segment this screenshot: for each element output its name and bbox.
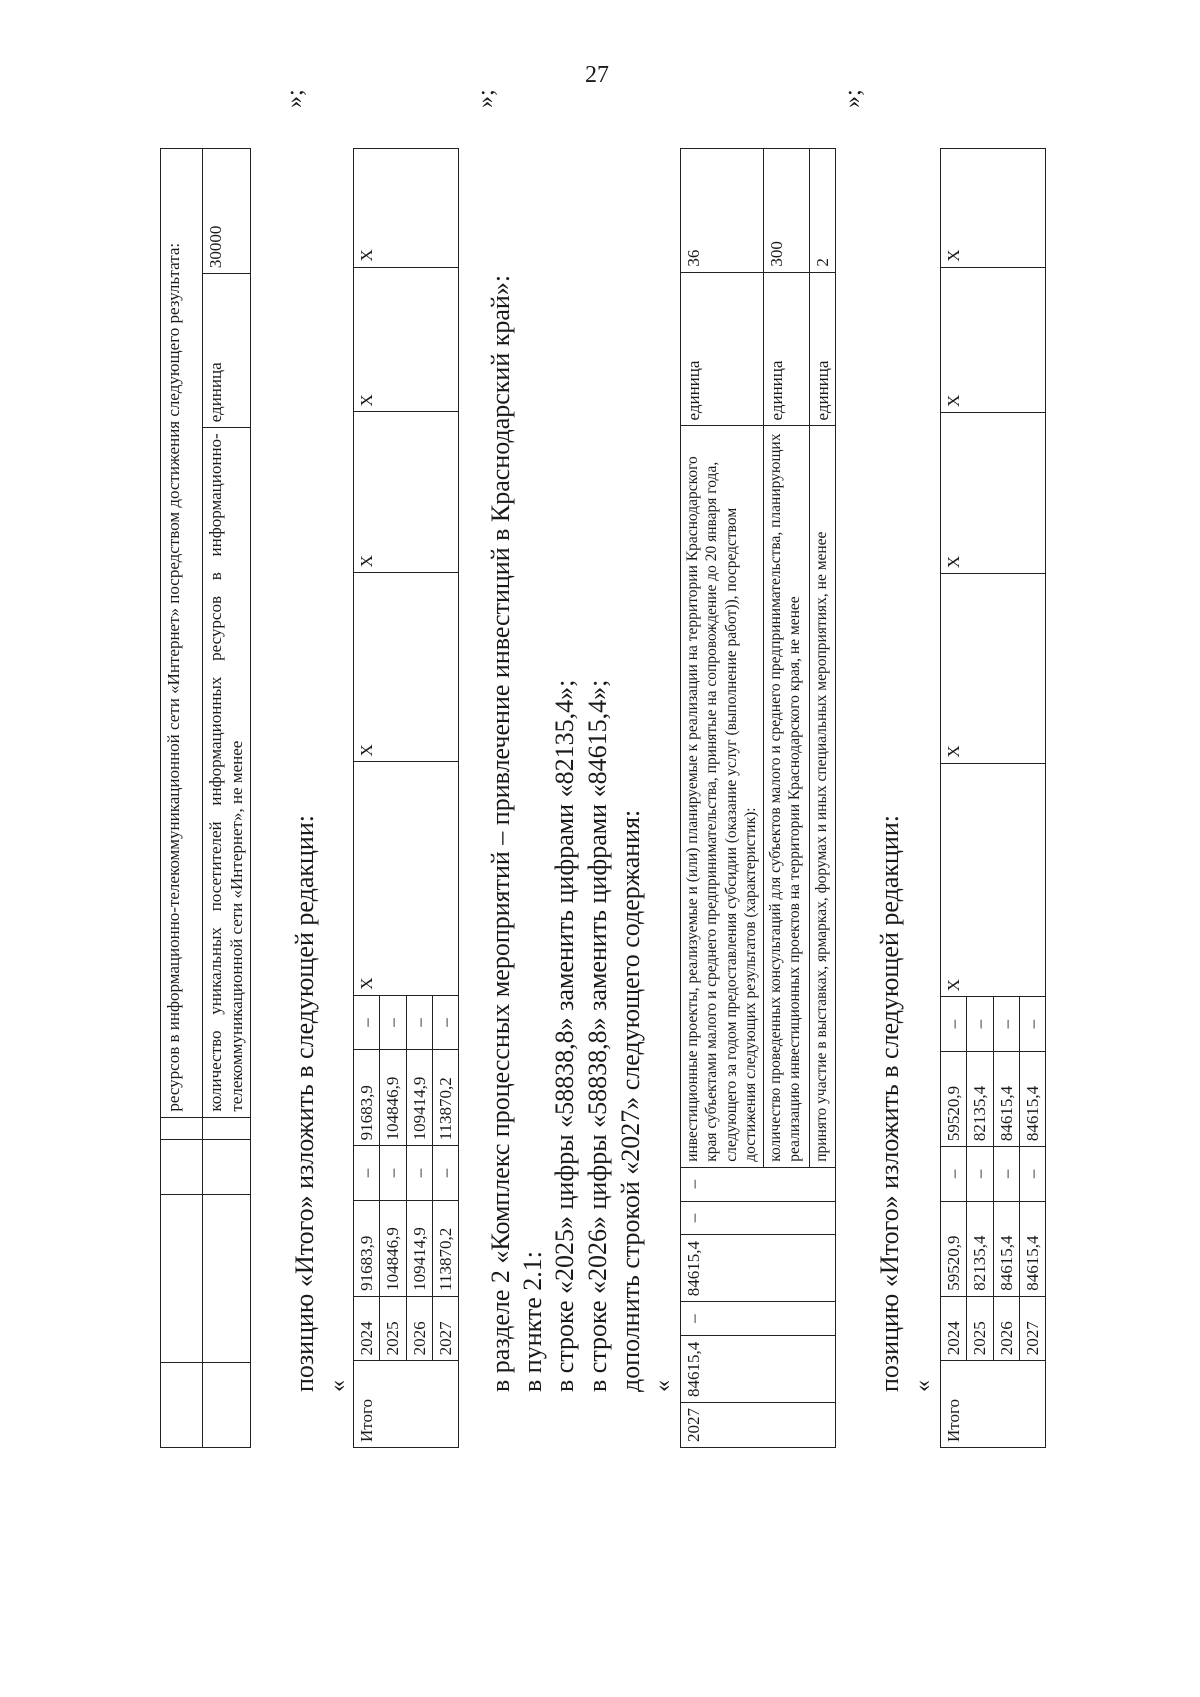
table-top-continuation (160, 148, 251, 1448)
itogo2-x: Х (941, 412, 1046, 573)
itogo1-total: 109414,9 (406, 1200, 432, 1296)
itogo2-label: Итого (941, 1361, 1046, 1448)
itogo2-x: Х (941, 267, 1046, 412)
top-row2-text: количество уникальных посетителей информационных ресурсов в информационно-телекоммуникационной сети «Интернет», не менее (203, 428, 251, 1117)
r2027-row2-text: количество проведенных консультаций для субъектов малого и среднего предпринимательства, планирующих реализацию инвестиционных проектов на территории Краснодарского края, не менее (763, 426, 809, 1167)
itogo1-x: Х (354, 762, 459, 995)
itogo1-total: 113870,2 (432, 1200, 458, 1296)
itogo1-total: 91683,9 (354, 1200, 380, 1296)
itogo2-cell-c: – (967, 997, 993, 1051)
itogo2-cell-b: 84615,4 (1019, 1051, 1045, 1146)
itogo1-x: Х (354, 267, 459, 412)
itogo2-x: Х (941, 149, 1046, 268)
itogo1-cell-a: – (406, 1146, 432, 1200)
paragraph-position-itogo-1: позицию «Итого» изложить в следующей редакции: (290, 815, 319, 1392)
top-row2-unit: единица (203, 274, 251, 428)
open-mark-3: « (910, 1380, 936, 1392)
itogo2-cell-b: 84615,4 (993, 1051, 1019, 1146)
itogo2-cell-b: 82135,4 (967, 1051, 993, 1146)
r2027-v2: – (681, 1302, 836, 1336)
r2027-v3: 84615,4 (681, 1235, 836, 1302)
r2027-row3-text: принято участие в выставках, ярмарках, форумах и иных специальных мероприятиях, не менее (809, 426, 835, 1167)
r2027-row1-unit: единица (681, 272, 764, 426)
r2027-row3-value: 2 (809, 149, 835, 273)
itogo1-x: Х (354, 412, 459, 573)
itogo2-year: 2026 (993, 1296, 1019, 1360)
table-row-2027 (680, 148, 836, 1448)
top-row2-value: 30000 (203, 149, 251, 274)
itogo1-x: Х (354, 149, 459, 268)
itogo2-total: 84615,4 (1019, 1201, 1045, 1296)
open-mark-2: « (650, 1380, 676, 1392)
itogo1-cell-b: 91683,9 (354, 1050, 380, 1146)
itogo1-x: Х (354, 573, 459, 762)
itogo1-cell-a: – (354, 1146, 380, 1200)
itogo1-cell-c: – (406, 995, 432, 1049)
itogo1-cell-a: – (380, 1146, 406, 1200)
itogo2-year: 2024 (941, 1296, 967, 1360)
r2027-row2-value: 300 (763, 149, 809, 273)
top-row1-text: ресурсов в информационно-телекоммуникационной сети «Интернет» посредством достижения следующего результата: (161, 149, 203, 1118)
itogo1-cell-c: – (380, 995, 406, 1049)
paragraph-point-2-1: в пункте 2.1: (518, 1250, 547, 1392)
itogo1-total: 104846,9 (380, 1200, 406, 1296)
itogo2-cell-c: – (1019, 997, 1045, 1051)
r2027-row1-value: 36 (681, 149, 764, 273)
r2027-row1-text: инвестиционные проекты, реализуемые и (или) планируемые к реализации на территории Краснодарского края субъектами малого и среднего предпринимательства, принятые на сопровождение до 20 января года, следующего за годом предоставления субсидии (оказание услуг (выполнение работ)), посредством достижения следующих результатов (характеристик): (681, 426, 764, 1167)
itogo1-label: Итого (354, 1361, 459, 1448)
itogo1-year: 2027 (432, 1296, 458, 1360)
itogo1-year: 2026 (406, 1296, 432, 1360)
itogo2-total: 82135,4 (967, 1201, 993, 1296)
itogo2-x: Х (941, 574, 1046, 763)
paragraph-row-2026: в строке «2026» цифры «58838,8» заменить цифрами «84615,4»; (583, 679, 612, 1392)
close-mark-top: »; (282, 89, 308, 108)
paragraph-row-2025: в строке «2025» цифры «58838,8» заменить цифрами «82135,4»; (550, 679, 579, 1392)
itogo2-total: 84615,4 (993, 1201, 1019, 1296)
itogo2-cell-c: – (941, 997, 967, 1051)
paragraph-position-itogo-2: позицию «Итого» изложить в следующей редакции: (875, 815, 904, 1392)
page-number: 27 (585, 62, 609, 88)
itogo1-cell-b: 113870,2 (432, 1050, 458, 1146)
itogo2-year: 2025 (967, 1296, 993, 1360)
itogo2-cell-b: 59520,9 (941, 1051, 967, 1146)
itogo2-year: 2027 (1019, 1296, 1045, 1360)
close-mark-itogo-1: »; (473, 89, 499, 108)
itogo1-year: 2025 (380, 1296, 406, 1360)
open-mark-1: « (325, 1380, 351, 1392)
r2027-row3-unit: единица (809, 272, 835, 426)
itogo1-cell-b: 104846,9 (380, 1050, 406, 1146)
r2027-year: 2027 (681, 1403, 836, 1448)
r2027-v4: – (681, 1201, 836, 1235)
r2027-row2-unit: единица (763, 272, 809, 426)
itogo2-x: Х (941, 763, 1046, 997)
table-itogo-2 (940, 148, 1046, 1448)
paragraph-section-2: в разделе 2 «Комплекс процессных мероприятий – привлечение инвестиций в Краснодарский край»: (486, 274, 515, 1392)
itogo1-cell-c: – (354, 995, 380, 1049)
r2027-v1: 84615,4 (681, 1336, 836, 1403)
paragraph-add-2027: дополнить строкой «2027» следующего содержания: (616, 809, 645, 1392)
itogo2-cell-a: – (1019, 1147, 1045, 1201)
itogo1-cell-a: – (432, 1146, 458, 1200)
table-itogo-1 (353, 148, 459, 1448)
itogo2-cell-a: – (967, 1147, 993, 1201)
itogo1-cell-c: – (432, 995, 458, 1049)
itogo2-cell-c: – (993, 997, 1019, 1051)
close-mark-2027: »; (840, 89, 866, 108)
itogo2-total: 59520,9 (941, 1201, 967, 1296)
itogo2-cell-a: – (941, 1147, 967, 1201)
r2027-v5: – (681, 1167, 836, 1201)
itogo2-cell-a: – (993, 1147, 1019, 1201)
itogo1-year: 2024 (354, 1296, 380, 1360)
itogo1-cell-b: 109414,9 (406, 1050, 432, 1146)
